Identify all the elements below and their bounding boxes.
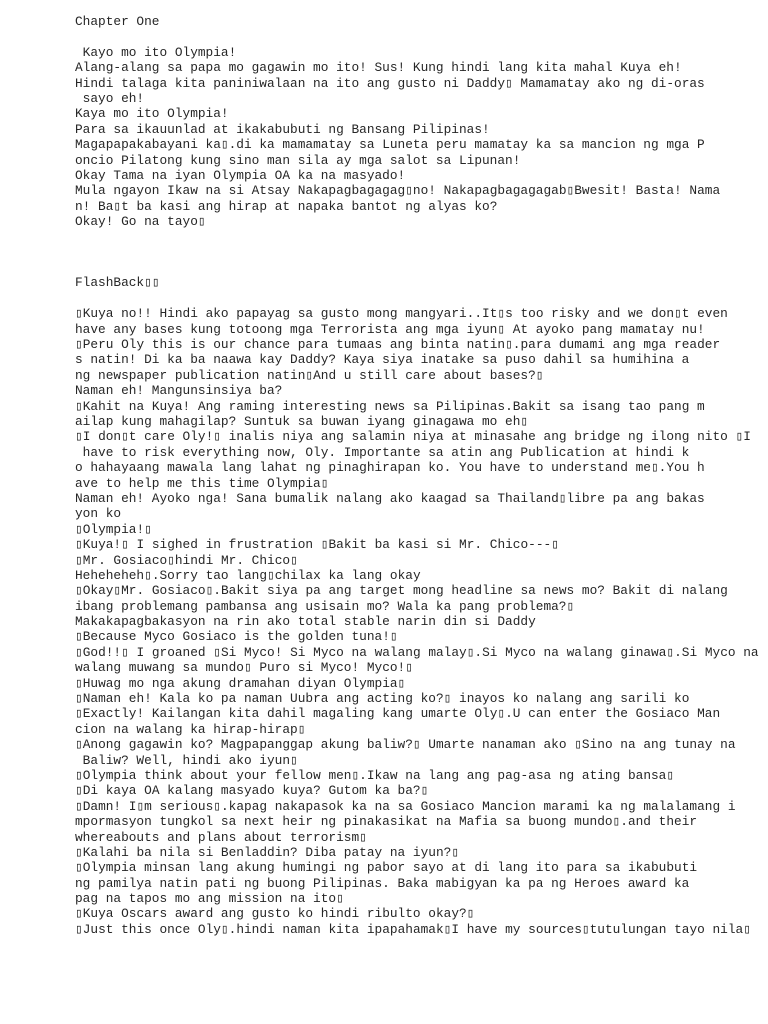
text-line: ▯Because Myco Gosiaco is the golden tuna!▯ (75, 629, 398, 645)
chapter-title: Chapter One (75, 14, 160, 29)
text-line: ▯Kalahi ba nila si Benladdin? Diba patay na iyun?▯ (75, 844, 460, 860)
text-line: Naman eh! Ayoko nga! Sana bumalik nalang ako kaagad sa Thailand▯libre pa ang bakas (75, 490, 705, 506)
text-line: oncio Pilatong kung sino man sila ay mga salot sa Lipunan! (75, 152, 521, 168)
text-line: ibang problemang pambansa ang usisain mo? Wala ka pang problema?▯ (75, 598, 575, 614)
flashback-title: FlashBack▯▯ (75, 275, 160, 291)
text-line: have any bases kung totoong mga Terrorista ang mga iyun▯ At ayoko pang mamatay nu! (75, 321, 705, 337)
text-line: ▯Mr. Gosiaco▯hindi Mr. Chico▯ (75, 552, 298, 568)
text-line: Heheheheh▯.Sorry tao lang▯chilax ka lang okay (75, 567, 421, 583)
text-line: ▯Exactly! Kailangan kita dahil magaling kang umarte Oly▯.U can enter the Gosiaco Man (75, 706, 721, 722)
text-line: ▯Huwag mo nga akung dramahan diyan Olympia▯ (75, 675, 406, 691)
text-line: ▯Peru Oly this is our chance para tumaas ang binta natin▯.para dumami ang mga reader (75, 337, 721, 353)
text-line: sayo eh! (75, 90, 145, 106)
text-line: Kaya mo ito Olympia! (75, 106, 229, 122)
text-line: ▯Olympia think about your fellow men▯.Ikaw na lang ang pag-asa ng ating bansa▯ (75, 767, 675, 783)
text-line: mpormasyon tungkol sa next heir ng pinakasikat na Mafia sa buong mundo▯.and their (75, 814, 698, 830)
text-line: n! Ba▯t ba kasi ang hirap at napaka bantot ng alyas ko? (75, 198, 498, 214)
text-line: ▯Damn! I▯m serious▯.kapag nakapasok ka na sa Gosiaco Mancion marami ka ng malalamang i (75, 798, 736, 814)
text-line: Mula ngayon Ikaw na si Atsay Nakapagbagagag▯no! Nakapagbagagagab▯Bwesit! Basta! Nama (75, 183, 721, 199)
text-line: ▯Olympia!▯ (75, 521, 152, 537)
text-line: ▯Anong gagawin ko? Magpapanggap akung baliw?▯ Umarte nanaman ako ▯Sino na ang tunay na (75, 737, 736, 753)
text-line: Alang-alang sa papa mo gagawin mo ito! Sus! Kung hindi lang kita mahal Kuya eh! (75, 60, 682, 76)
text-line: Naman eh! Mangunsinsiya ba? (75, 383, 283, 399)
text-line: Okay Tama na iyan Olympia OA ka na masyado! (75, 167, 406, 183)
spacer (75, 29, 758, 44)
text-line: yon ko (75, 506, 122, 522)
text-line: ▯Naman eh! Kala ko pa naman Uubra ang acting ko?▯ inayos ko nalang ang sarili ko (75, 691, 690, 707)
text-line: ng pamilya natin pati ng buong Pilipinas. Baka mabigyan ka pa ng Heroes award ka (75, 875, 690, 891)
text-line: ng newspaper publication natin▯And u still care about bases?▯ (75, 367, 544, 383)
text-line: ▯Kahit na Kuya! Ang raming interesting news sa Pilipinas.Bakit sa isang tao pang m (75, 398, 705, 414)
spacer (75, 291, 758, 306)
spacer (75, 229, 758, 275)
text-line: Para sa ikauunlad at ikakabubuti ng Bansang Pilipinas! (75, 121, 490, 137)
text-line: Magapapakabayani ka▯.di ka mamamatay sa Luneta peru mamatay ka sa mancion ng mga P (75, 137, 705, 153)
text-line: ▯Just this once Oly▯.hindi naman kita ipapahamak▯I have my sources▯tutulungan tayo nila▯ (75, 921, 751, 937)
flashback-section (75, 306, 758, 937)
text-line: ▯Kuya!▯ I sighed in frustration ▯Bakit ba kasi si Mr. Chico---▯ (75, 537, 559, 553)
text-line: ▯Kuya no!! Hindi ako papayag sa gusto mong mangyari..It▯s too risky and we don▯t even (75, 306, 728, 322)
text-line: whereabouts and plans about terrorism▯ (75, 829, 367, 845)
text-line: Baliw? Well, hindi ako iyun▯ (75, 752, 298, 768)
intro-section (75, 45, 758, 230)
text-line: ▯Di kaya OA kalang masyado kuya? Gutom ka ba?▯ (75, 783, 429, 799)
text-line: Kayo mo ito Olympia! (75, 44, 237, 60)
text-line: walang muwang sa mundo▯ Puro si Myco! Myco!▯ (75, 660, 413, 676)
text-line: ailap kung mahagilap? Suntuk sa buwan iyang ginagawa mo eh▯ (75, 413, 529, 429)
text-line: ▯I don▯t care Oly!▯ inalis niya ang salamin niya at minasahe ang bridge ng ilong nito ▯I (75, 429, 751, 445)
text-line: have to risk everything now, Oly. Importante sa atin ang Publication at hindi k (75, 444, 690, 460)
text-line: ▯Okay▯Mr. Gosiaco▯.Bakit siya pa ang target mong headline sa news mo? Bakit di nalang (75, 583, 728, 599)
text-line: o hahayaang mawala lang lahat ng pinaghirapan ko. You have to understand me▯.You h (75, 460, 705, 476)
text-line: ▯God!!▯ I groaned ▯Si Myco! Si Myco na walang malay▯.Si Myco na walang ginawa▯.Si Myco na (75, 644, 759, 660)
text-line: ave to help me this time Olympia▯ (75, 475, 329, 491)
text-line: Makakapagbakasyon na rin ako total stable narin din si Daddy (75, 614, 536, 630)
text-line: ▯Olympia minsan lang akung humingi ng pabor sayo at di lang ito para sa ikabubuti (75, 860, 698, 876)
text-line: Hindi talaga kita paniniwalaan na ito ang gusto ni Daddy▯ Mamamatay ako ng di-oras (75, 75, 705, 91)
text-line: Okay! Go na tayo▯ (75, 214, 206, 230)
text-line: pag na tapos mo ang mission na ito▯ (75, 891, 344, 907)
text-line: ▯Kuya Oscars award ang gusto ko hindi ribulto okay?▯ (75, 906, 475, 922)
text-line: s natin! Di ka ba naawa kay Daddy? Kaya siya inatake sa puso dahil sa humihina a (75, 352, 690, 368)
text-line: cion na walang ka hirap-hirap▯ (75, 721, 306, 737)
